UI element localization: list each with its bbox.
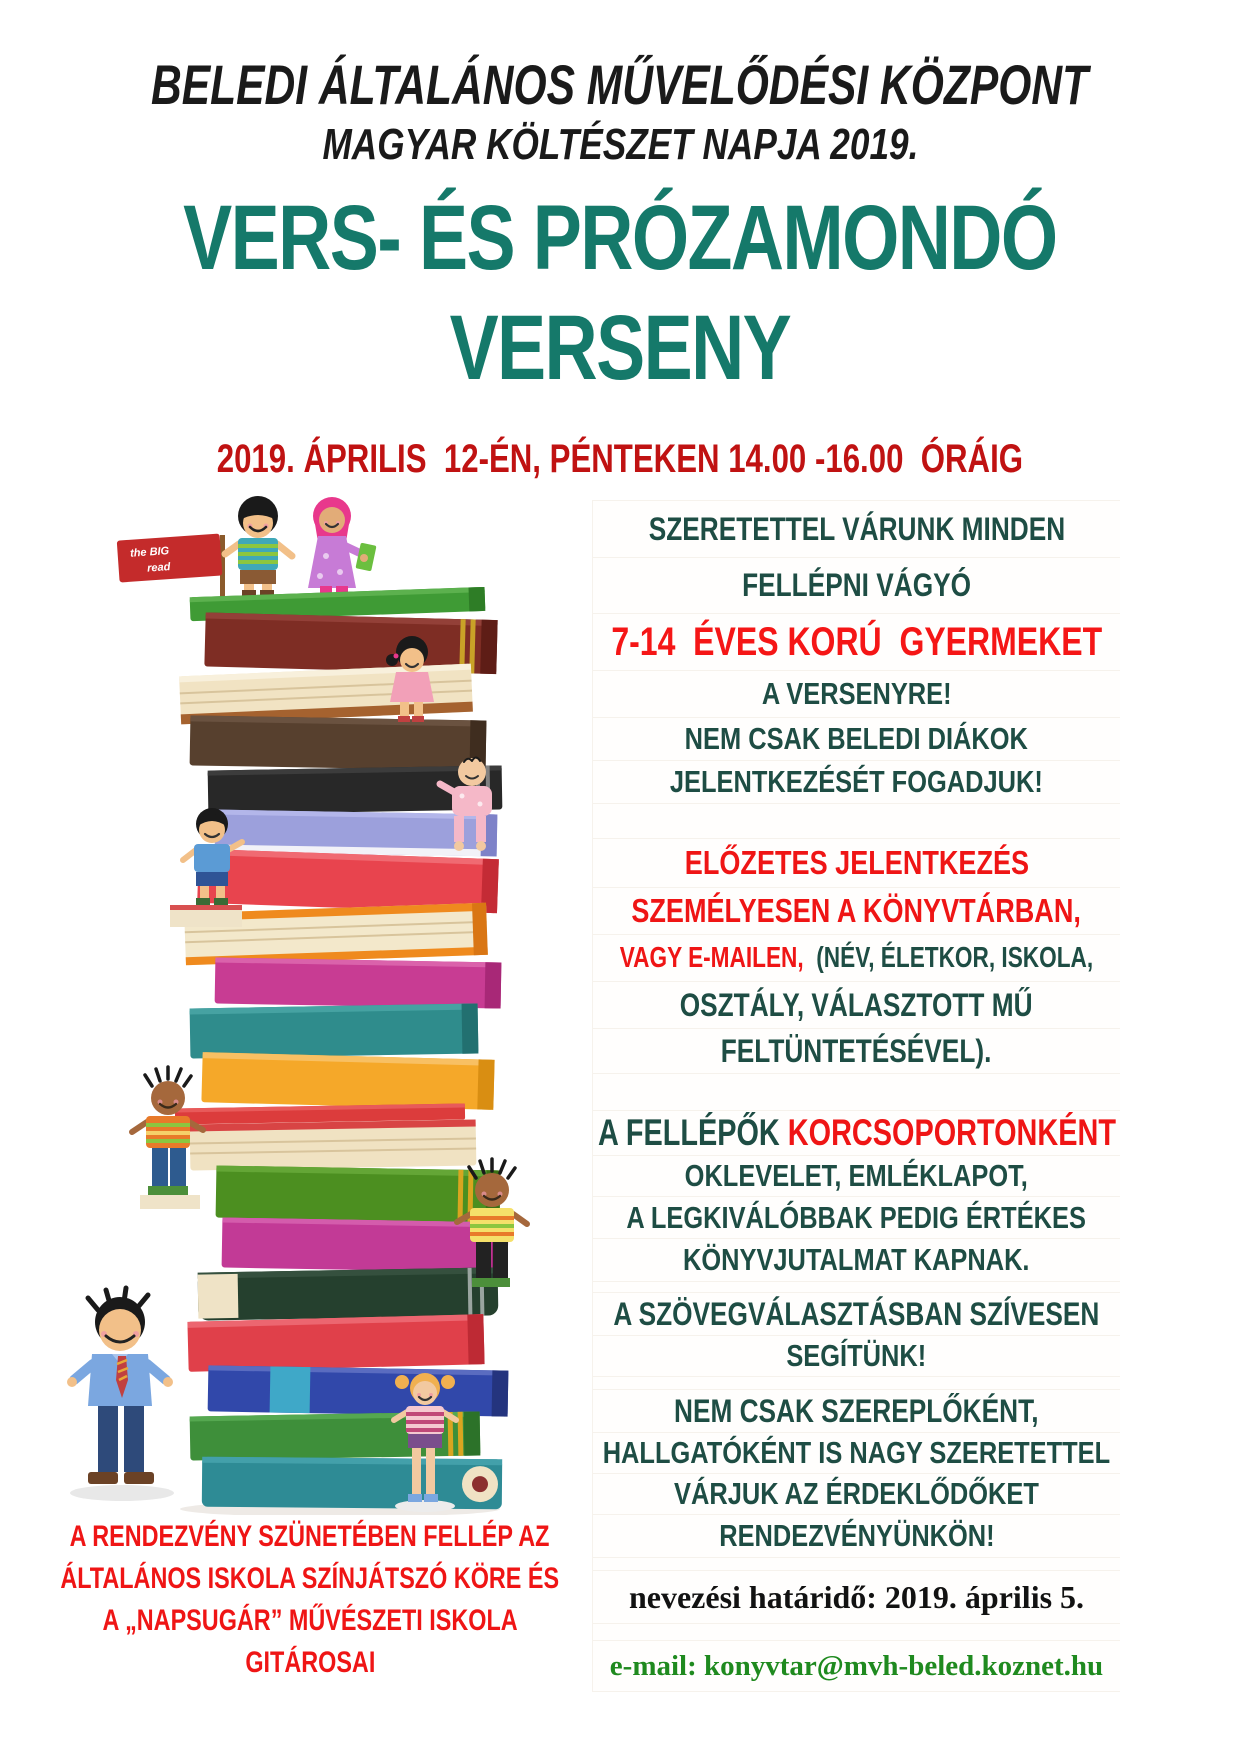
book-stack-illustration [40, 480, 560, 1515]
book [190, 715, 487, 770]
poster-text-line [593, 1155, 1120, 1196]
big-read-flag [117, 533, 225, 597]
organization-name-text: BELEDI ÁLTALÁNOS MŰVELŐDÉSI KÖZPONT [151, 52, 1089, 116]
text-segment: (NÉV, ÉLETKOR, ISKOLA, [816, 941, 1094, 974]
line-text: ELŐZETES JELENTKEZÉS [684, 844, 1029, 881]
line-text [598, 1112, 1116, 1154]
line-text: GITÁROSAI [244, 1646, 375, 1679]
line-text: JELENTKEZÉSÉT FOGADJUK! [670, 764, 1043, 799]
spacer [593, 1073, 1120, 1110]
poster-text-line [593, 613, 1120, 670]
poster-text-line [593, 934, 1120, 981]
poster-text-line [593, 717, 1120, 760]
child-top-girl [308, 497, 377, 593]
spacer [593, 1557, 1120, 1570]
poster-title-line1-text: VERS- ÉS PRÓZAMONDÓ [183, 186, 1057, 289]
poster-title-line1 [0, 186, 1240, 290]
line-text: SZERETETTEL VÁRUNK MINDEN [648, 510, 1065, 547]
poster-text-line [593, 670, 1120, 717]
poster-text-line [593, 1570, 1120, 1623]
line-text: A SZÖVEGVÁLASZTÁSBAN SZÍVESEN [613, 1295, 1100, 1332]
poster-text-line [593, 500, 1120, 557]
poster-text-line [593, 760, 1120, 803]
intermission-note [60, 1516, 560, 1684]
poster-text-line [593, 981, 1120, 1028]
event-date-line [0, 436, 1240, 482]
poster-text-line [593, 1389, 1120, 1432]
line-text: ÁLTALÁNOS ISKOLA SZÍNJÁTSZÓ KÖRE ÉS [60, 1562, 560, 1595]
intermission-line [60, 1516, 560, 1558]
intermission-line [60, 1558, 560, 1600]
line-text: FELLÉPNI VÁGYÓ [742, 567, 971, 603]
text-segment: VAGY E-MAILEN, [619, 941, 817, 974]
poster-text-line [593, 1028, 1120, 1073]
line-text: NEM CSAK SZEREPLŐKÉNT, [674, 1392, 1039, 1429]
line-text: A LEGKIVÁLÓBBAK PEDIG ÉRTÉKES [626, 1199, 1087, 1235]
poster-text-line [593, 1238, 1120, 1281]
line-text [620, 942, 1093, 975]
book [208, 1365, 509, 1416]
line-text: OKLEVELET, EMLÉKLAPOT, [684, 1158, 1029, 1193]
poster-text-line [593, 1292, 1120, 1335]
poster-text-line [593, 1110, 1120, 1155]
line-text: A RENDEZVÉNY SZÜNETÉBEN FELLÉP AZ [70, 1520, 550, 1553]
book [216, 1166, 501, 1223]
child-top-boy [225, 496, 292, 596]
child-boy-ground [67, 1288, 173, 1484]
book [187, 1314, 484, 1372]
book [201, 1052, 494, 1110]
line-text: KÖNYVJUTALMAT KAPNAK. [683, 1242, 1030, 1277]
line-text: OSZTÁLY, VÁLASZTOTT MŰ [680, 986, 1033, 1023]
line-text: FELTÜNTETÉSÉVEL). [721, 1032, 992, 1069]
book [190, 1003, 479, 1058]
spacer [593, 1376, 1120, 1389]
poster-text-line [593, 887, 1120, 934]
poster-text-line [593, 1432, 1120, 1473]
text-segment: A FELLÉPŐK [597, 1112, 788, 1153]
line-text: nevezési határidő: 2019. április 5. [628, 1578, 1085, 1615]
spacer [593, 1281, 1120, 1292]
info-column [592, 500, 1120, 1692]
intermission-line [60, 1600, 560, 1642]
poster-text-line [593, 1514, 1120, 1557]
line-text: HALLGATÓKÉNT IS NAGY SZERETETTEL [602, 1435, 1111, 1470]
line-text: RENDEZVÉNYÜNKÖN! [718, 1518, 995, 1553]
intermission-line [60, 1642, 560, 1684]
poster-text-line [593, 1640, 1120, 1691]
text-segment: KORCSOPORTONKÉNT [787, 1112, 1116, 1153]
poster-title-line2 [0, 296, 1240, 400]
book [197, 849, 499, 913]
poster-text-line [593, 838, 1120, 887]
line-text: VÁRJUK AZ ÉRDEKLŐDŐKET [674, 1476, 1039, 1511]
book [215, 958, 502, 1009]
line-text: e-mail: konyvtar@mvh-beled.koznet.hu [609, 1649, 1104, 1682]
poster-text-line [593, 1335, 1120, 1376]
svg-text:read: read [146, 561, 171, 575]
poster-text-line [593, 1196, 1120, 1238]
line-text: A VERSENYRE! [761, 676, 952, 711]
book [222, 1218, 509, 1273]
organization-name [0, 52, 1240, 116]
poster-text-line [593, 557, 1120, 613]
line-text: NEM CSAK BELEDI DIÁKOK [684, 721, 1029, 756]
event-name-text: MAGYAR KÖLTÉSZET NAPJA 2019. [322, 120, 918, 169]
book [198, 1267, 499, 1320]
spacer [593, 1623, 1120, 1640]
event-date-text: 2019. ÁPRILIS 12-ÉN, PÉNTEKEN 14.00 -16.00 ÓRÁIG [216, 436, 1024, 481]
book [202, 1457, 502, 1510]
line-text: SZEMÉLYESEN A KÖNYVTÁRBAN, [631, 892, 1082, 929]
ground-boy-shadow [70, 1485, 174, 1501]
event-name [0, 122, 1240, 168]
poster-title-line2-text: VERSENY [449, 296, 791, 399]
poster-text-line [593, 1473, 1120, 1514]
svg-text:the BIG: the BIG [129, 545, 170, 560]
line-text: SEGÍTÜNK! [786, 1338, 927, 1373]
book [190, 1120, 477, 1171]
spacer [593, 803, 1120, 838]
line-text: 7-14 ÉVES KORÚ GYERMEKET [611, 619, 1102, 664]
line-text: A „NAPSUGÁR” MŰVÉSZETI ISKOLA [102, 1604, 518, 1637]
